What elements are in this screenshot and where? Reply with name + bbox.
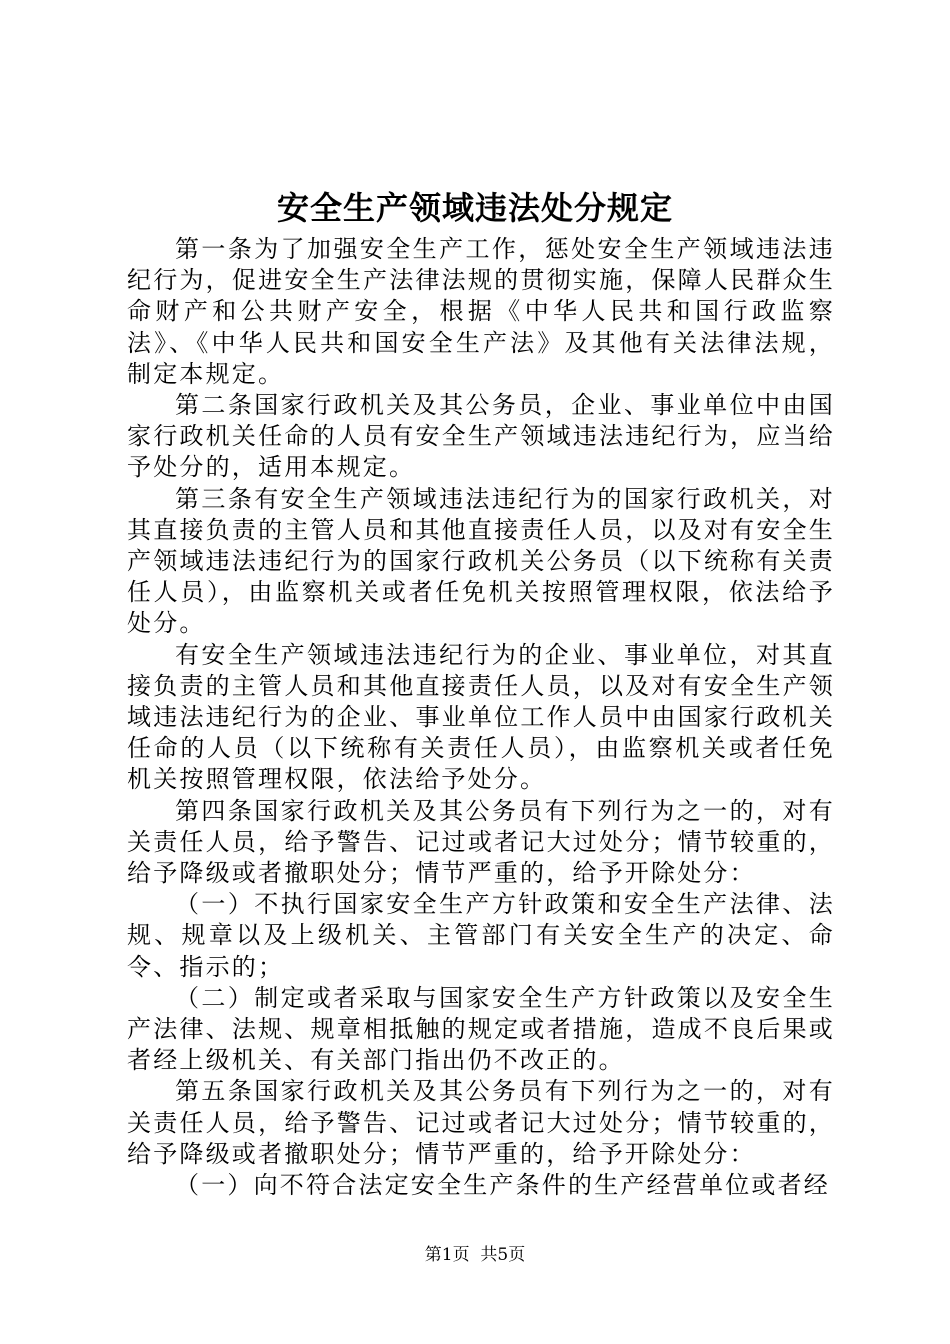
- paragraph-article-5: 第五条国家行政机关及其公务员有下列行为之一的，对有关责任人员，给予警告、记过或者记大过处分；情节较重的，给予降级或者撤职处分；情节严重的，给予开除处分：: [127, 1077, 835, 1168]
- page-number: 第1页: [424, 1245, 470, 1265]
- paragraph-article-1: 第一条为了加强安全生产工作，惩处安全生产领域违法违纪行为，促进安全生产法律法规的贯彻实施，保障人民群众生命财产和公共财产安全，根据《中华人民共和国行政监察法》、《中华人民共和国安全生产法》及其他有关法律法规，制定本规定。: [127, 235, 835, 388]
- paragraph-article-4-item-1: （一）不执行国家安全生产方针政策和安全生产法律、法规、规章以及上级机关、主管部门有关安全生产的决定、命令、指示的；: [127, 890, 835, 981]
- document-title: 安全生产领域违法处分规定: [276, 189, 673, 227]
- paragraph-article-5-item-1: （一）向不符合法定安全生产条件的生产经营单位或者经: [175, 1171, 830, 1200]
- document-body: [127, 234, 835, 1201]
- paragraph-article-4: 第四条国家行政机关及其公务员有下列行为之一的，对有关责任人员，给予警告、记过或者记大过处分；情节较重的，给予降级或者撤职处分；情节严重的，给予开除处分：: [127, 796, 835, 888]
- page-total: 共5页: [480, 1245, 526, 1265]
- paragraph-article-2: 第二条国家行政机关及其公务员，企业、事业单位中由国家行政机关任命的人员有安全生产领域违法违纪行为，应当给予处分的，适用本规定。: [127, 391, 835, 482]
- paragraph-article-4-item-2: （二）制定或者采取与国家安全生产方针政策以及安全生产法律、法规、规章相抵触的规定或者措施，造成不良后果或者经上级机关、有关部门指出仍不改正的。: [127, 983, 835, 1075]
- footer-spacer: [470, 1245, 481, 1265]
- page-footer: [0, 1243, 950, 1267]
- paragraph-article-3-part-2: 有安全生产领域违法违纪行为的企业、事业单位，对其直接负责的主管人员和其他直接责任人员，以及对有安全生产领域违法违纪行为的企业、事业单位工作人员中由国家行政机关任命的人员（以下统称有关责任人员），由监察机关或者任免机关按照管理权限，依法给予处分。: [127, 640, 835, 794]
- paragraph-article-3: 第三条有安全生产领域违法违纪行为的国家行政机关，对其直接负责的主管人员和其他直接责任人员，以及对有安全生产领域违法违纪行为的国家行政机关公务员（以下统称有关责任人员），由监察机关或者任免机关按照管理权限，依法给予处分。: [127, 484, 835, 638]
